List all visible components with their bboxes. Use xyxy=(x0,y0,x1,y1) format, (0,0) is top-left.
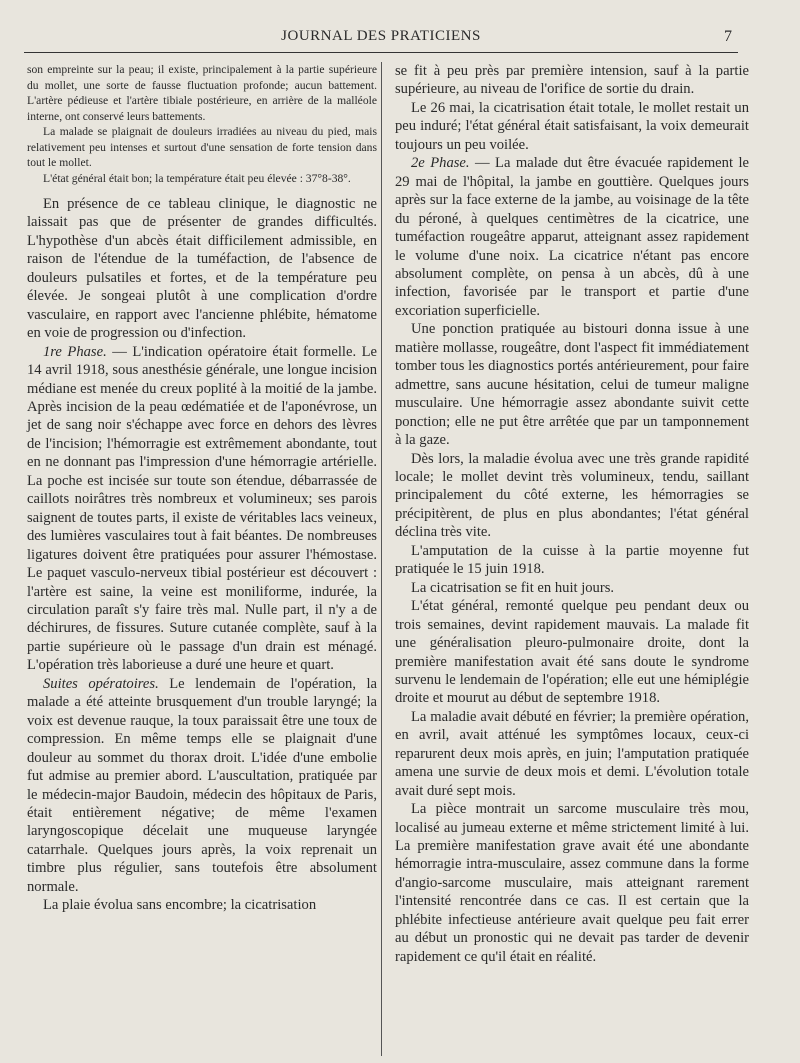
body-paragraph: Le 26 mai, la cicatrisation était totale, le mollet restait un peu induré; l'état général était satisfaisant, la voix demeurait toujours un peu voilée. xyxy=(395,99,749,153)
column-divider xyxy=(381,62,382,1056)
body-paragraph xyxy=(27,343,377,675)
section-heading: 1re Phase. xyxy=(43,343,107,360)
body-paragraph: La plaie évolua sans encombre; la cicatrisation xyxy=(43,897,317,914)
running-header xyxy=(24,28,738,53)
paragraph-text: — L'indication opératoire était formelle. Le 14 avril 1918, sous anesthésie générale, une longue incision médiane est menée du creux poplité à la moitié de la jambe. Après incision de la peau œdématiée et de l'aponévrose, un jet de sang noir s'échappe avec force en dehors des lèvres de l'incision; l'hémorragie est extrêmement abondante, tout en ne donnant pas l'impression d'une hémorragie artérielle. La poche est incisée sur toute son étendue, débarrassée de caillots noirâtres très nombreux et volumineux; ses parois saignent de toutes parts, il existe de véritables lacs veineux, des lumières vasculaires tout à fait béantes. De nombreuses ligatures doivent être pratiquées pour assurer l'hémostase. Le paquet vasculo-nerveux tibial postérieur est découvert : l'artère est saine, la veine est moniliforme, indurée, la circulation paraît s'y faire très mal. Nulle part, il n'y a de déchirures, de fissures. Suture cutanée complète, sauf à la partie supérieure où le passage d'un drain est ménagé. L'opération très laborieuse a duré une heure et quart. xyxy=(27,343,377,674)
case-note-paragraph: La malade se plaignait de douleurs irradiées au niveau du pied, mais relativement peu intenses et surtout d'une sensation de forte tension dans tout le mollet. xyxy=(27,125,377,169)
body-paragraph: se fit à peu près par première intension, sauf à la partie supérieure, au niveau de l'orifice de sortie du drain. xyxy=(395,63,749,98)
paragraph-text: Le lendemain de l'opération, la malade a été atteinte brusquement d'un trouble laryngé; la voix est devenue rauque, la toux paraissait être une toux de compression. En même temps elle se plaignait d'une douleur au sommet du thorax droit. L'idée d'une embolie fut admise au premier abord. L'auscultation, pratiquée par le médecin-major Baudoin, médecin des hôpitaux de Paris, était entièrement négative; de même l'examen laryngoscopique décelait une muqueuse laryngée catarrhale. Quelques jours après, la voix reprenait un timbre plus régulier, sans toutefois être absolument normale. xyxy=(27,675,378,895)
body-paragraph xyxy=(27,675,377,896)
body-paragraph: La pièce montrait un sarcome musculaire très mou, localisé au jumeau externe et même strictement limité à lui. La première manifestation grave avait été une abondante hémorragie intra-musculaire, assez commune dans la forme d'angio-sarcome musculaire, mais atteignant rarement l'intensité rencontrée dans ce cas. Il est certain que la phlébite infectieuse antérieure avait quelque peu fait errer au début un pronostic qui ne devait pas tarder de devenir rapidement ce qu'il était en réalité. xyxy=(395,801,749,965)
body-paragraph: En présence de ce tableau clinique, le diagnostic ne laissait pas que de présenter de grandes difficultés. L'hypothèse d'un abcès était difficilement admissible, en raison de l'étendue de la tuméfaction, de l'absence de douleurs pulsatiles et fortes, et de la température peu élevée. Je songeai plutôt à une complication d'ordre vasculaire, en rapport avec l'ancienne phlébite, hématome en voie de progression ou d'infection. xyxy=(27,196,377,342)
page-number: 7 xyxy=(724,28,732,45)
body-paragraph: L'amputation de la cuisse à la partie moyenne fut pratiquée le 15 juin 1918. xyxy=(395,542,749,578)
case-note-paragraph: son empreinte sur la peau; il existe, principalement à la partie supérieure du mollet, une sorte de fausse fluctuation profonde; aucun battement. L'artère pédieuse et l'artère tibiale postérieure, en arrière de la malléole interne, ont conservé leurs battements. xyxy=(27,63,377,123)
body-paragraph: La maladie avait débuté en février; la première opération, en avril, avait atténué les symptômes locaux, ceux-ci reparurent deux mois après, en juin; l'amputation pratiquée amena une survie de deux mois et demi. L'évolution totale avait duré sept mois. xyxy=(395,708,749,799)
section-heading: Suites opératoires. xyxy=(43,675,159,692)
journal-title: JOURNAL DES PRATICIENS xyxy=(281,28,481,44)
case-note-paragraph: L'état général était bon; la température était peu élevée : 37°8-38°. xyxy=(43,171,351,185)
section-heading: 2e Phase. xyxy=(411,155,470,172)
paragraph-text: — La malade dut être évacuée rapidement le 29 mai de l'hôpital, la jambe en gouttière. Quelques jours après sur la face externe de la jambe, au voisinage de la tête du péroné, à quelques centimètres de la cicatrice, une tuméfaction rougeâtre apparut, atteignant assez rapidement le volume d'une noix. La cicatrice n'étant pas encore absolument complète, on pensa à un abcès, dû à une infection, favorisée par le transport et partie d'une excoriation superficielle. xyxy=(395,155,749,319)
body-paragraph: La cicatrisation se fit en huit jours. xyxy=(411,579,615,596)
left-column xyxy=(27,62,377,915)
body-paragraph: Une ponction pratiquée au bistouri donna issue à une matière mollasse, rougeâtre, dont l'aspect fit immédiatement tomber tous les diagnostics portés antérieurement, pour faire admettre, sans aucune hésitation, celui de tumeur maligne musculaire. Une hémorragie assez abondante suivit cette ponction; elle ne put être arrêtée que par un tamponnement à la gaze. xyxy=(395,321,749,449)
body-paragraph: Dès lors, la maladie évolua avec une très grande rapidité locale; le mollet devint très volumineux, tendu, saillant principalement du côté externe, les hémorragies se précipitèrent, de plus en plus abondantes; l'état général déclina très vite. xyxy=(395,450,749,541)
body-paragraph xyxy=(395,154,749,320)
body-paragraph: L'état général, remonté quelque peu pendant deux ou trois semaines, devint rapidement mauvais. La malade fit une généralisation pleuro-pulmonaire droite, dont la première manifestation avait été sans doute le syndrome survenu le lendemain de l'opération; elle eut une hémiplégie droite et mourut au début de septembre 1918. xyxy=(395,598,749,707)
right-column xyxy=(395,62,749,966)
